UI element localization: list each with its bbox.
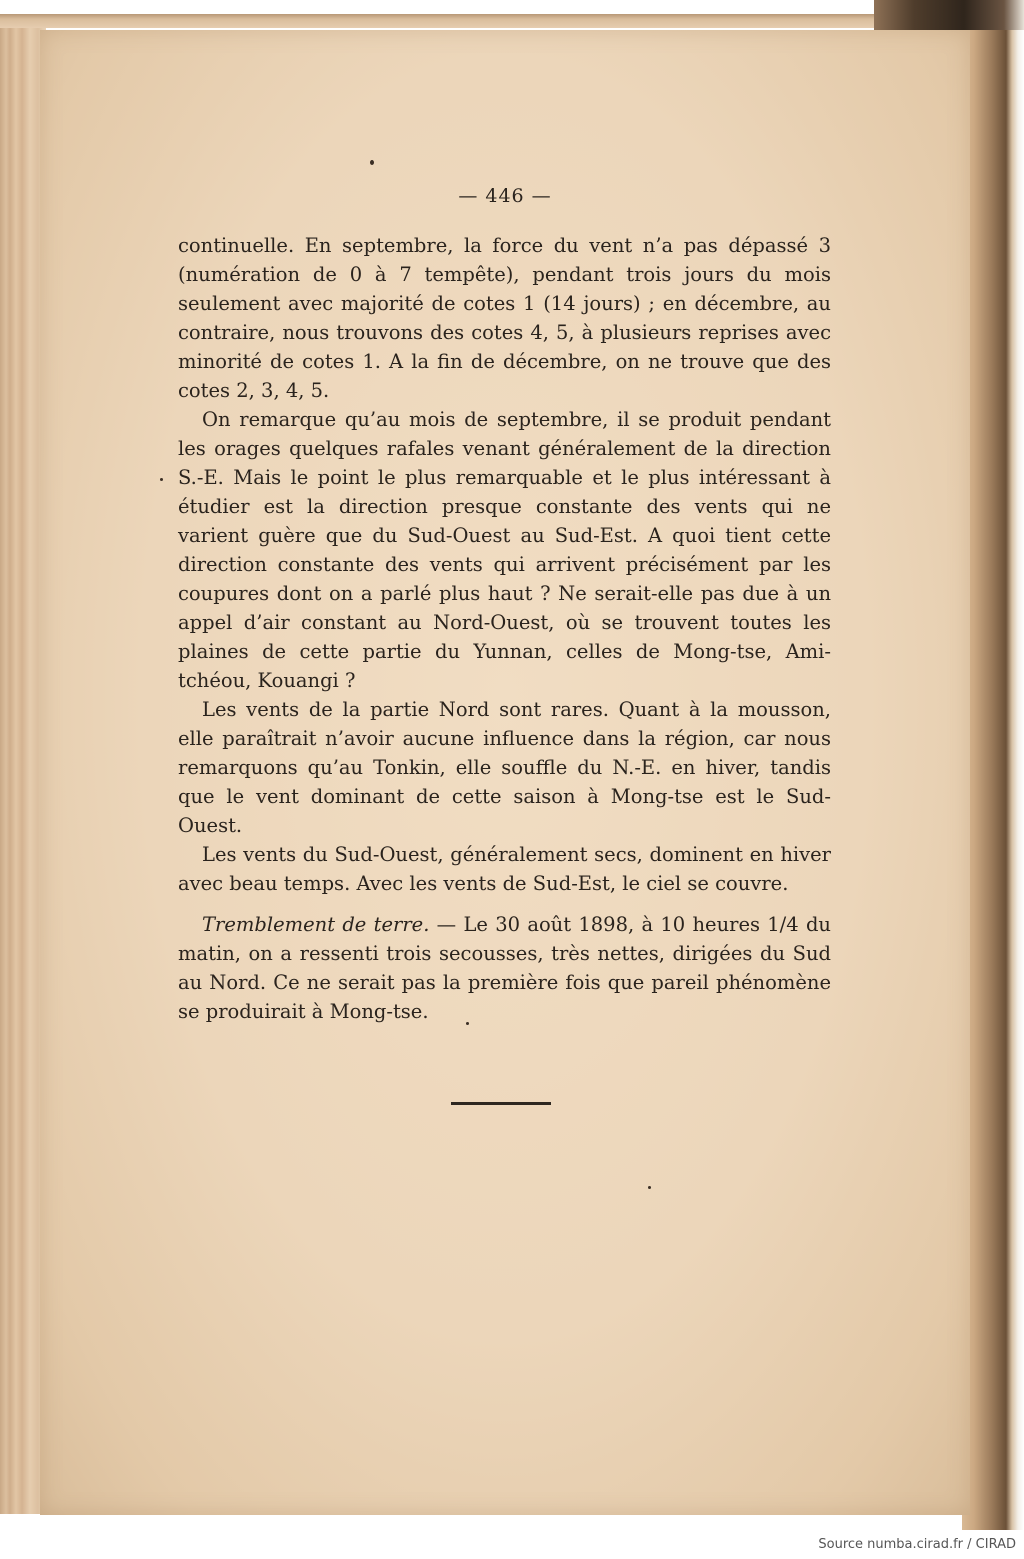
section-heading: Tremblement de terre. (202, 913, 430, 936)
paragraph-text: Les vents du Sud-Ouest, généralement secs, dominent en hiver avec beau temps. Avec les vents de Sud-Est, le ciel se couvre. (178, 843, 831, 895)
paragraph-text: Les vents de la partie Nord sont rares. Quant à la mousson, elle paraîtrait n’avoir aucune influence dans la région, car nous remarquons qu’au Tonkin, elle souffle du N.-E. en hiver, tandis que le vent dominant de cette saison à Mong-tse est le Sud-Ouest. (178, 698, 831, 837)
paragraph-text: — Le 30 août 1898, à 10 heures 1/4 du matin, on a ressenti trois secousses, très nettes, dirigées du Sud au Nord. Ce ne serait pas la première fois que pareil phénomène se produirait à Mong-tse. (178, 913, 831, 1023)
ink-fleck (160, 478, 163, 481)
paragraph (178, 405, 831, 695)
book-binding (874, 0, 1024, 30)
paragraph (178, 695, 831, 840)
paragraph-text: On remarque qu’au mois de septembre, il se produit pendant les orages quelques rafales venant généralement de la direction S.-E. Mais le point le plus remarquable et le plus intéressant à étudier est la direction presque constante des vents qui ne varient guère que du Sud-Ouest au Sud-Est. A quoi tient cette direction constante des vents qui arrivent précisément par les coupures dont on a parlé plus haut ? Ne serait-elle pas due à un appel d’air constant au Nord-Ouest, où se trouvent toutes les plaines de cette partie du Yunnan, celles de Mong-tse, Ami-tchéou, Kouangi ? (178, 408, 831, 692)
book-page-edges-top (0, 14, 968, 28)
end-rule (451, 1102, 551, 1105)
book-page-edges-right (962, 0, 1024, 1530)
paragraph (178, 840, 831, 898)
page-number: — 446 — (458, 185, 552, 207)
paragraph (178, 910, 831, 1026)
source-credit: Source numba.cirad.fr / CIRAD (818, 1537, 1016, 1552)
paragraph (178, 231, 831, 405)
paragraph-text: continuelle. En septembre, la force du vent n’a pas dépassé 3 (numération de 0 à 7 tempête), pendant trois jours du mois seulement avec majorité de cotes 1 (14 jours) ; en décembre, au contraire, nous trouvons des cotes 4, 5, à plusieurs reprises avec minorité de cotes 1. A la fin de décembre, on ne trouve que des cotes 2, 3, 4, 5. (178, 234, 831, 402)
body-text (178, 231, 831, 1026)
ink-fleck (648, 1186, 651, 1189)
ink-fleck (370, 160, 374, 165)
